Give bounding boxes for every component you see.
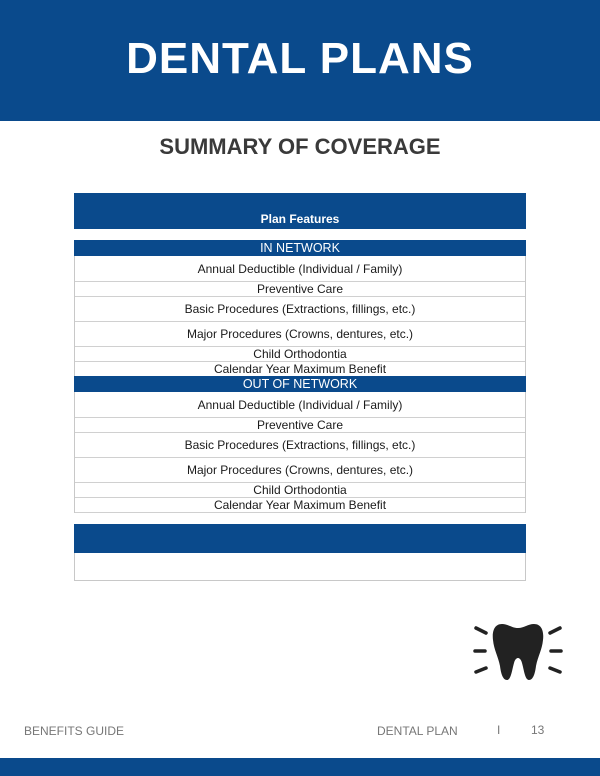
page-number: 13: [531, 723, 545, 737]
table-row: Calendar Year Maximum Benefit: [213, 362, 387, 376]
table-row: Child Orthodontia: [75, 347, 525, 362]
top-banner: [0, 0, 600, 121]
in-network-label: IN NETWORK: [260, 241, 340, 255]
footer-guide-label: BENEFITS GUIDE: [24, 724, 125, 738]
table-header: [74, 193, 526, 229]
table-row: Annual Deductible (Individual / Family): [75, 392, 525, 418]
footer-separator: I: [497, 723, 501, 737]
lower-table-empty-row: [74, 553, 526, 581]
table-row: Basic Procedures (Extractions, fillings, etc.): [75, 297, 525, 322]
table-row: Child Orthodontia: [75, 483, 525, 498]
table-row: Calendar Year Maximum Benefit: [75, 498, 525, 513]
out-network-label: OUT OF NETWORK: [242, 377, 358, 391]
table-row: Major Procedures (Crowns, dentures, etc.): [75, 458, 525, 483]
in-network-rows: [74, 256, 526, 376]
table-row: Major Procedures (Crowns, dentures, etc.): [75, 322, 525, 347]
table-row: Basic Procedures (Extractions, fillings, etc.): [75, 433, 525, 458]
table-row: Preventive Care: [75, 418, 525, 433]
section-subtitle: SUMMARY OF COVERAGE: [159, 134, 441, 159]
table-header-label: Plan Features: [260, 212, 340, 226]
in-network-bar: [74, 240, 526, 256]
tooth-icon: [472, 618, 564, 684]
bottom-bar: [0, 758, 600, 776]
lower-table-header: [74, 524, 526, 553]
page-title: DENTAL PLANS: [126, 33, 474, 83]
table-row: Preventive Care: [75, 282, 525, 297]
out-network-bar: [74, 376, 526, 392]
footer-section-label: DENTAL PLAN: [377, 724, 458, 738]
out-network-rows: [74, 392, 526, 513]
table-row: Annual Deductible (Individual / Family): [75, 256, 525, 282]
